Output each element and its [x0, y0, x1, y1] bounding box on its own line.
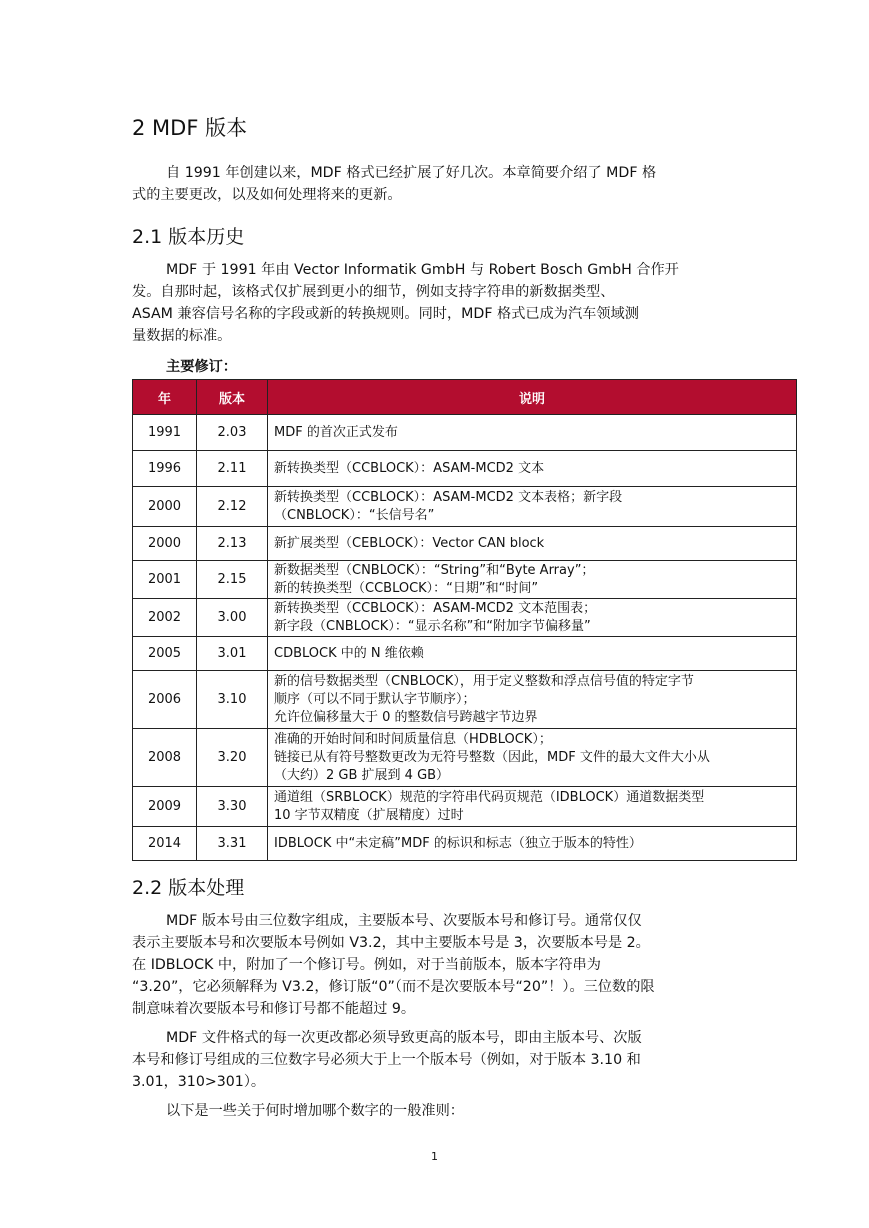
history-paragraph — [132, 259, 760, 347]
year-cell: 2000 — [133, 487, 197, 527]
handling-paragraph-3 — [132, 1100, 760, 1122]
table-row — [133, 415, 797, 451]
paragraph-line: 式的主要更改，以及如何处理将来的更新。 — [132, 187, 402, 203]
table-row — [133, 451, 797, 487]
table-row — [133, 487, 797, 527]
paragraph-line: 本号和修订号组成的三位数字号必须大于上一个版本号（例如，对于版本 3.10 和 — [132, 1052, 641, 1068]
handling-paragraph-1 — [132, 910, 760, 1020]
paragraph-line: 自 1991 年创建以来，MDF 格式已经扩展了好几次。本章简要介绍了 MDF 格 — [166, 165, 657, 181]
year-cell: 2001 — [133, 561, 197, 599]
version-cell: 3.00 — [197, 599, 268, 637]
paragraph-line: MDF 于 1991 年由 Vector Informatik GmbH 与 Robert Bosch GmbH 合作开 — [166, 262, 679, 278]
description-line: 新的转换类型（CCBLOCK）：“日期”和“时间” — [274, 580, 539, 596]
description-line: IDBLOCK 中“未定稿”MDF 的标识和标志（独立于版本的特性） — [274, 835, 642, 851]
description-line: MDF 的首次正式发布 — [274, 424, 398, 440]
description-line: 新数据类型（CNBLOCK）：“String”和“Byte Array”； — [274, 562, 595, 578]
page-number: 1 — [431, 1150, 438, 1163]
version-cell: 3.31 — [197, 827, 268, 861]
intro-paragraph — [132, 162, 760, 206]
paragraph-line: MDF 文件格式的每一次更改都必须导致更高的版本号，即由主版本号、次版 — [166, 1030, 642, 1046]
description-line: 顺序（可以不同于默认字节顺序）； — [274, 691, 476, 707]
table-row — [133, 671, 797, 729]
description-cell — [268, 561, 797, 599]
description-cell — [268, 637, 797, 671]
version-cell: 2.13 — [197, 527, 268, 561]
description-line: CDBLOCK 中的 N 维依赖 — [274, 645, 424, 661]
description-line: 准确的开始时间和时间质量信息（HDBLOCK）； — [274, 731, 552, 747]
table-row — [133, 599, 797, 637]
paragraph-line: 3.01，310>301）。 — [132, 1074, 266, 1090]
version-cell: 3.10 — [197, 671, 268, 729]
paragraph-line: 制意味着次要版本号和修订号都不能超过 9。 — [132, 1001, 416, 1017]
version-cell: 2.15 — [197, 561, 268, 599]
description-cell — [268, 599, 797, 637]
paragraph-line: “3.20”，它必须解释为 V3.2，修订版“0”（而不是次要版本号“20”！）。三位数的限 — [132, 979, 655, 995]
description-line: 10 字节双精度（扩展精度）过时 — [274, 807, 464, 823]
description-cell — [268, 787, 797, 827]
section-title: 2 MDF 版本 — [132, 116, 248, 140]
table-caption: 主要修订： — [166, 359, 237, 375]
description-line: 新字段（CNBLOCK）：“显示名称”和“附加字节偏移量” — [274, 618, 591, 634]
year-cell: 2000 — [133, 527, 197, 561]
description-line: 新的信号数据类型（CNBLOCK），用于定义整数和浮点信号值的特定字节 — [274, 673, 694, 689]
column-header-description: 说明 — [268, 380, 797, 415]
version-cell: 2.12 — [197, 487, 268, 527]
paragraph-line: 表示主要版本号和次要版本号例如 V3.2，其中主要版本号是 3，次要版本号是 2。 — [132, 935, 650, 951]
year-cell: 2009 — [133, 787, 197, 827]
table-row — [133, 527, 797, 561]
description-line: 链接已从有符号整数更改为无符号整数（因此，MDF 文件的最大文件大小从 — [274, 749, 710, 765]
description-cell — [268, 451, 797, 487]
year-cell: 2014 — [133, 827, 197, 861]
paragraph-line: 量数据的标准。 — [132, 328, 232, 344]
description-line: 允许位偏移量大于 0 的整数信号跨越字节边界 — [274, 709, 538, 725]
description-cell — [268, 487, 797, 527]
description-cell — [268, 827, 797, 861]
table-row — [133, 637, 797, 671]
description-cell — [268, 729, 797, 787]
paragraph-line: 以下是一些关于何时增加哪个数字的一般准则： — [166, 1103, 464, 1119]
paragraph-line: 在 IDBLOCK 中，附加了一个修订号。例如，对于当前版本，版本字符串为 — [132, 957, 601, 973]
version-cell: 3.30 — [197, 787, 268, 827]
description-line: 新扩展类型（CEBLOCK）：Vector CAN block — [274, 535, 545, 551]
description-cell — [268, 527, 797, 561]
handling-paragraph-2 — [132, 1027, 760, 1093]
table-row — [133, 561, 797, 599]
version-cell: 2.03 — [197, 415, 268, 451]
year-cell: 2008 — [133, 729, 197, 787]
description-cell — [268, 671, 797, 729]
column-header-version: 版本 — [197, 380, 268, 415]
handling-heading: 2.2 版本处理 — [132, 877, 245, 899]
paragraph-line: MDF 版本号由三位数字组成，主要版本号、次要版本号和修订号。通常仅仅 — [166, 913, 642, 929]
year-cell: 2005 — [133, 637, 197, 671]
description-line: （大约）2 GB 扩展到 4 GB） — [274, 767, 450, 783]
description-line: （CNBLOCK）：“长信号名” — [274, 507, 435, 523]
year-cell: 1991 — [133, 415, 197, 451]
description-line: 通道组（SRBLOCK）规范的字符串代码页规范（IDBLOCK）通道数据类型 — [274, 789, 705, 805]
version-cell: 3.20 — [197, 729, 268, 787]
column-header-year: 年 — [133, 380, 197, 415]
revision-table-body — [133, 415, 797, 861]
version-cell: 3.01 — [197, 637, 268, 671]
paragraph-line: 发。自那时起，该格式仅扩展到更小的细节，例如支持字符串的新数据类型、 — [132, 284, 615, 300]
year-cell: 2002 — [133, 599, 197, 637]
description-line: 新转换类型（CCBLOCK）：ASAM-MCD2 文本 — [274, 460, 545, 476]
year-cell: 1996 — [133, 451, 197, 487]
revision-table — [132, 379, 797, 861]
description-line: 新转换类型（CCBLOCK）：ASAM-MCD2 文本表格；新字段 — [274, 489, 623, 505]
table-row — [133, 827, 797, 861]
version-cell: 2.11 — [197, 451, 268, 487]
year-cell: 2006 — [133, 671, 197, 729]
history-heading: 2.1 版本历史 — [132, 226, 245, 248]
paragraph-line: ASAM 兼容信号名称的字段或新的转换规则。同时，MDF 格式已成为汽车领域测 — [132, 306, 639, 322]
table-row — [133, 787, 797, 827]
table-row — [133, 729, 797, 787]
description-cell — [268, 415, 797, 451]
description-line: 新转换类型（CCBLOCK）：ASAM-MCD2 文本范围表； — [274, 600, 597, 616]
table-header-row — [133, 380, 797, 415]
